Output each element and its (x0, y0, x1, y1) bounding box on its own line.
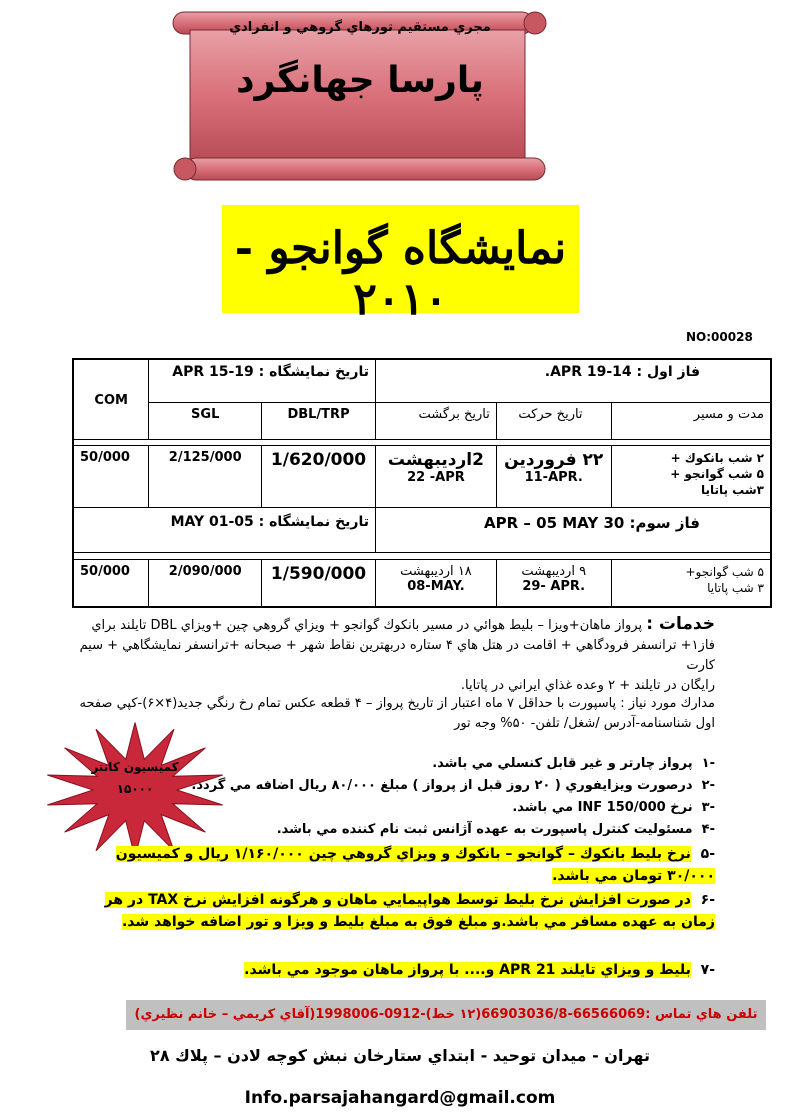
header-departure: تاريخ حركت (496, 402, 611, 439)
phase3-label: فاز سوم: 30 APR – 05 MAY (376, 507, 772, 552)
documents-line-1: مدارك مورد نياز : پاسپورت با حداقل ۷ ماه اعتبار از تاريخ پرواز – ۴ قطعه عكس تمام رخ رنگي جديد(۴×۶)-كپي صفحه (79, 696, 715, 711)
term-number: -۲ (701, 778, 715, 793)
phase1-label: فاز اول : 14-19 APR. (376, 359, 772, 402)
phase3-departure-fa: ۹ ارديبهشت (521, 563, 587, 579)
term-item-4 (75, 820, 715, 840)
term-text: مسئوليت كنترل پاسپورت به عهده آژانس ثبت نام كننده مي باشد. (276, 822, 693, 837)
phase3-departure (496, 559, 611, 607)
header-return: تاريخ برگشت (376, 402, 497, 439)
contact-phones: تلفن هاي تماس :66566069-66903036/8(۱۲ خط)-0912-1998006(آقاي كريمي – خانم نظيري) (126, 1000, 766, 1030)
phase1-sgl: 2/125/000 (149, 446, 262, 508)
banner-brand: پارسا جهانگرد (236, 60, 484, 101)
route-line: ۳ شب پاتايا (707, 580, 764, 595)
term-number: -۷ (700, 962, 715, 978)
term-text: نرخ INF 150/000 مي باشد. (512, 800, 693, 815)
header-duration-route: مدت و مسير (611, 402, 771, 439)
address: تهران - ميدان توحيد - ابتداي ستارخان نبش كوچه لادن – پلاك ۲۸ (150, 1046, 650, 1065)
headline-box (222, 205, 579, 325)
term-number: -۶ (700, 892, 715, 908)
phase1-departure-en: 11-APR. (524, 470, 583, 486)
phase1-route (611, 446, 771, 508)
term-text: پرواز چارتر و غير قابل كنسلي مي باشد. (432, 756, 693, 771)
phase1-expo-date: تاريخ نمايشگاه : APR 15-19 (149, 359, 376, 402)
document-number: NO:00028 (686, 330, 753, 344)
phase3-sgl: 2/090/000 (149, 559, 262, 607)
phase3-return (376, 559, 497, 607)
commission-amount: ۱۵۰۰۰ (116, 782, 154, 796)
term-text-highlighted: نرخ بليط بانكوك – گوانجو – بانكوك و ويزاي گروهي چين ۱/۱۶۰/۰۰۰ ريال و كميسيون ۳۰/۰۰۰ تومان مي باشد. (115, 846, 715, 884)
documents-line-2: اول شناسنامه-آدرس /شغل/ تلفن- ۵۰% وجه تور (454, 716, 715, 731)
route-line: ۲ شب بانكوك + (670, 451, 764, 466)
services-block (75, 614, 715, 696)
term-text-highlighted: بليط و ويزاي تايلند 21 APR و.... با پرواز ماهان موجود مي باشد. (244, 962, 691, 978)
services-line-2: فاز۱+ ترانسفر فرودگاهي + اقامت در هتل هاي ۴ ستاره دربهترين نقاط شهر + صبحانه +ترانسفر نمايشگاهي + سيم كارت (79, 638, 715, 673)
phase1-return-en: 22 -APR (407, 470, 465, 486)
route-line: ۵ شب گوانجو + (670, 467, 764, 482)
term-item-2 (75, 776, 715, 796)
route-line: ۳شب پاتايا (700, 483, 764, 498)
phase3-com: 50/000 (73, 559, 149, 607)
phase3-expo-date: تاريخ نمايشگاه : MAY 01-05 (73, 507, 376, 552)
term-text: درصورت ويزايفوري ( ۲۰ روز قبل از پرواز ) مبلغ ۸۰/۰۰۰ ريال اضافه مي گردد. (191, 778, 693, 793)
term-text-highlighted: در صورت افزايش نرخ بليط توسط هواپيمايي ماهان و هرگونه افزايش نرخ TAX در هر زمان به عهده مسافر مي باشد.و مبلغ فوق به مبلغ بليط و ويزا و تور اضافه خواهد شد. (104, 892, 715, 930)
phase3-return-fa: ۱۸ ارديبهشت (400, 563, 472, 579)
term-number: -۵ (700, 846, 715, 862)
phase3-departure-en: 29- APR. (522, 578, 586, 594)
term-item-3 (75, 798, 715, 818)
email[interactable]: Info.parsajahangard@gmail.com (244, 1088, 556, 1108)
term-item-5 (75, 843, 715, 887)
phase3-dbl-trp: 1/590/000 (262, 559, 376, 607)
com-header: COM (73, 359, 149, 439)
term-number: -۳ (701, 800, 715, 815)
services-title: خدمات : (646, 614, 715, 634)
phase1-departure-fa: ۲۲ فروردين (504, 450, 604, 471)
header-dbl-trp: DBL/TRP (262, 402, 376, 439)
services-line-1: پرواز ماهان+ويزا – بليط هوائي در مسير بانكوك گوانجو + ويزاي گروهي چين +ويزاي DBL تايلند براي (91, 618, 643, 633)
headline-title: نمايشگاه گوانجو - ۲۰۱۰ (234, 223, 567, 325)
banner-tagline: مجري مستقيم تورهاي گروهي و انفرادي (229, 20, 491, 35)
term-number: -۴ (701, 822, 715, 837)
services-line-3: رايگان در تايلند + ۲ وعده غذاي ايراني در پاتايا. (460, 678, 715, 693)
route-line: ۵ شب گوانجو+ (685, 564, 764, 579)
phase1-return (376, 446, 497, 508)
term-item-6 (75, 889, 715, 933)
term-number: -۱ (701, 756, 715, 771)
header-sgl: SGL (149, 402, 262, 439)
price-table (72, 358, 772, 608)
phase1-com: 50/000 (73, 446, 149, 508)
term-item-1 (75, 754, 715, 774)
term-item-7 (75, 960, 715, 980)
phase1-dbl-trp: 1/620/000 (262, 446, 376, 508)
phase1-return-fa: 2ارديبهشت (387, 450, 484, 471)
commission-label: كميسيون كانتر (91, 760, 179, 774)
phase3-route (611, 559, 771, 607)
phase1-departure (496, 446, 611, 508)
phase3-return-en: 08-MAY. (407, 578, 465, 594)
